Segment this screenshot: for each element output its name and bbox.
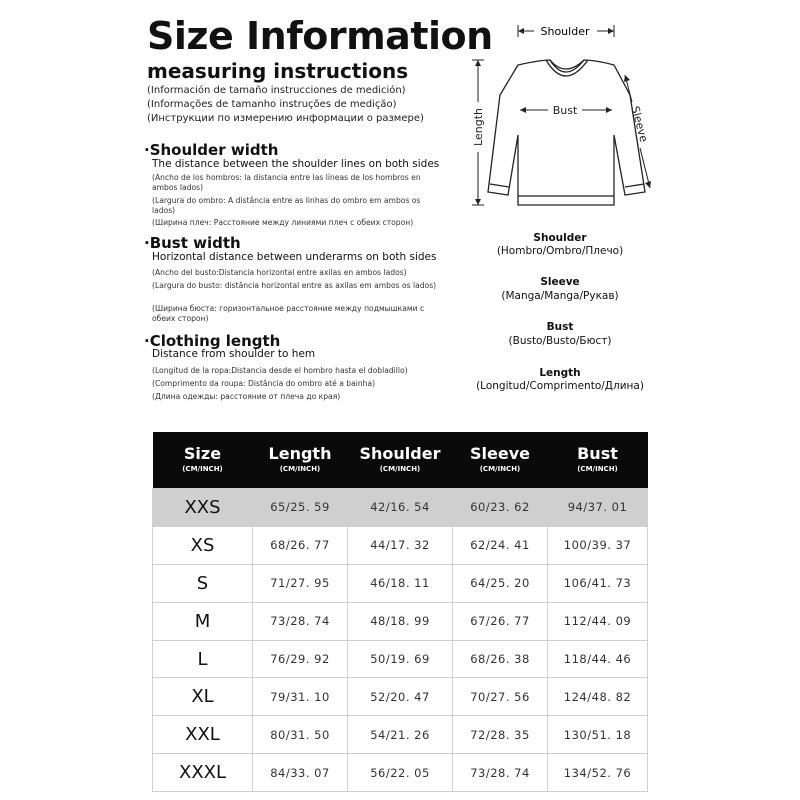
section-shoulder-heading: ·Shoulder width xyxy=(144,141,279,159)
shirt-outline-icon xyxy=(488,60,645,205)
table-row xyxy=(153,678,648,716)
section-shoulder-desc: The distance between the shoulder lines on both sides xyxy=(152,158,440,170)
shoulder-cell: 56/22. 05 xyxy=(348,754,453,792)
header-unit: (CM/INCH) xyxy=(577,465,618,473)
section-shoulder-note-pt: (Largura do ombro: A distância entre as linhas do ombro em ambos os lados) xyxy=(152,196,421,215)
table-header-row xyxy=(153,432,648,489)
sleeve-cell: 73/28. 74 xyxy=(453,754,548,792)
size-cell: M xyxy=(153,602,253,640)
length-cell: 68/26. 77 xyxy=(253,526,348,564)
header-unit: (CM/INCH) xyxy=(479,465,521,473)
legend-shoulder-trans: (Hombro/Ombro/Плечо) xyxy=(496,245,624,257)
shoulder-cell: 44/17. 32 xyxy=(348,526,453,564)
legend-shoulder-name: Shoulder xyxy=(533,232,587,244)
section-length-note-ru: (Длина одежды: расстояние от плеча до края) xyxy=(152,392,341,401)
length-cell: 80/31. 50 xyxy=(253,716,348,754)
sleeve-cell: 64/25. 20 xyxy=(453,564,548,602)
bust-cell: 100/39. 37 xyxy=(548,526,648,564)
header-size xyxy=(153,432,253,489)
section-length-note-pt: (Comprimento da roupa: Distância do ombro até a bainha) xyxy=(152,379,376,388)
section-bust-note-pt: (Largura do busto: distância horizontal entre as axilas em ambos os lados) xyxy=(152,281,437,290)
sleeve-cell: 62/24. 41 xyxy=(453,526,548,564)
table-row xyxy=(153,716,648,754)
section-length-note-es: (Longitud de la ropa:Distancia desde el hombro hasta el dobladillo) xyxy=(152,366,408,375)
garment-diagram xyxy=(460,20,670,220)
section-shoulder-note-es: (Ancho de los hombros: la distancia entre las líneas de los hombros en ambos lados) xyxy=(152,173,421,192)
header-label: Bust xyxy=(577,444,618,463)
header-unit: (CM/INCH) xyxy=(379,465,421,473)
table-row xyxy=(153,602,648,640)
section-length-heading: ·Clothing length xyxy=(144,332,281,350)
header-label: Shoulder xyxy=(359,444,441,463)
translation-ru: (Инструкции по измерению информации о размере) xyxy=(147,113,424,124)
section-bust-note-ru: (Ширина бюста: горизонтальное расстояние между подмышками с обеих сторон) xyxy=(152,304,425,323)
diagram-shoulder-label: Shoulder xyxy=(540,25,590,38)
sleeve-cell: 60/23. 62 xyxy=(453,489,548,527)
legend-length-name: Length xyxy=(539,367,581,379)
bust-cell: 112/44. 09 xyxy=(548,602,648,640)
bust-cell: 134/52. 76 xyxy=(548,754,648,792)
shoulder-cell: 54/21. 26 xyxy=(348,716,453,754)
page-subtitle: measuring instructions xyxy=(147,59,409,83)
length-cell: 73/28. 74 xyxy=(253,602,348,640)
size-cell: XXS xyxy=(153,489,253,527)
length-cell: 84/33. 07 xyxy=(253,754,348,792)
size-cell: XXXL xyxy=(153,754,253,792)
diagram-length-label: Length xyxy=(472,108,485,146)
header-label: Length xyxy=(268,444,332,463)
bust-cell: 106/41. 73 xyxy=(548,564,648,602)
sleeve-cell: 70/27. 56 xyxy=(453,678,548,716)
size-cell: S xyxy=(153,564,253,602)
size-cell: L xyxy=(153,640,253,678)
header-unit: (CM/INCH) xyxy=(279,465,321,473)
section-length-desc: Distance from shoulder to hem xyxy=(152,348,316,360)
sleeve-cell: 67/26. 77 xyxy=(453,602,548,640)
table-row xyxy=(153,526,648,564)
section-shoulder-note-ru: (Ширина плеч: Расстояние между линиями плеч с обеих сторон) xyxy=(152,218,414,227)
sleeve-cell: 72/28. 35 xyxy=(453,716,548,754)
header-sleeve xyxy=(453,432,548,489)
table-row xyxy=(153,564,648,602)
length-cell: 76/29. 92 xyxy=(253,640,348,678)
section-bust-note-es: (Ancho del busto:Distancia horizontal entre axilas en ambos lados) xyxy=(152,268,407,277)
translation-pt: (Informações de tamanho instruções de medição) xyxy=(147,99,397,110)
size-cell: XXL xyxy=(153,716,253,754)
shoulder-cell: 50/19. 69 xyxy=(348,640,453,678)
header-shoulder xyxy=(348,432,453,489)
length-cell: 71/27. 95 xyxy=(253,564,348,602)
section-bust-heading: ·Bust width xyxy=(144,234,241,252)
legend-bust-name: Bust xyxy=(546,321,574,333)
header-label: Sleeve xyxy=(470,444,530,463)
legend-length-trans: (Longitud/Comprimento/Длина) xyxy=(476,380,644,392)
size-cell: XS xyxy=(153,526,253,564)
shoulder-cell: 52/20. 47 xyxy=(348,678,453,716)
shoulder-cell: 48/18. 99 xyxy=(348,602,453,640)
header-bust xyxy=(548,432,648,489)
header-label: Size xyxy=(183,444,222,463)
bust-cell: 118/44. 46 xyxy=(548,640,648,678)
shoulder-cell: 46/18. 11 xyxy=(348,564,453,602)
header-length xyxy=(253,432,348,489)
shoulder-cell: 42/16. 54 xyxy=(348,489,453,527)
bust-cell: 130/51. 18 xyxy=(548,716,648,754)
legend-sleeve-trans: (Manga/Manga/Рукав) xyxy=(501,290,619,302)
bust-cell: 94/37. 01 xyxy=(548,489,648,527)
sleeve-cell: 68/26. 38 xyxy=(453,640,548,678)
size-table xyxy=(152,432,648,792)
bust-cell: 124/48. 82 xyxy=(548,678,648,716)
translation-es: (Información de tamaño instrucciones de medición) xyxy=(147,85,406,96)
table-row xyxy=(153,640,648,678)
table-row xyxy=(153,754,648,792)
page-title: Size Information xyxy=(147,14,493,58)
legend-sleeve-name: Sleeve xyxy=(540,276,580,288)
section-bust-desc: Horizontal distance between underarms on both sides xyxy=(152,251,437,263)
size-cell: XL xyxy=(153,678,253,716)
diagram-bust-label: Bust xyxy=(552,104,578,117)
diagram-sleeve-label: Sleeve xyxy=(628,104,651,144)
table-row xyxy=(153,489,648,527)
header-unit: (CM/INCH) xyxy=(182,465,223,473)
legend-bust-trans: (Busto/Busto/Бюст) xyxy=(508,335,612,347)
length-cell: 79/31. 10 xyxy=(253,678,348,716)
length-cell: 65/25. 59 xyxy=(253,489,348,527)
